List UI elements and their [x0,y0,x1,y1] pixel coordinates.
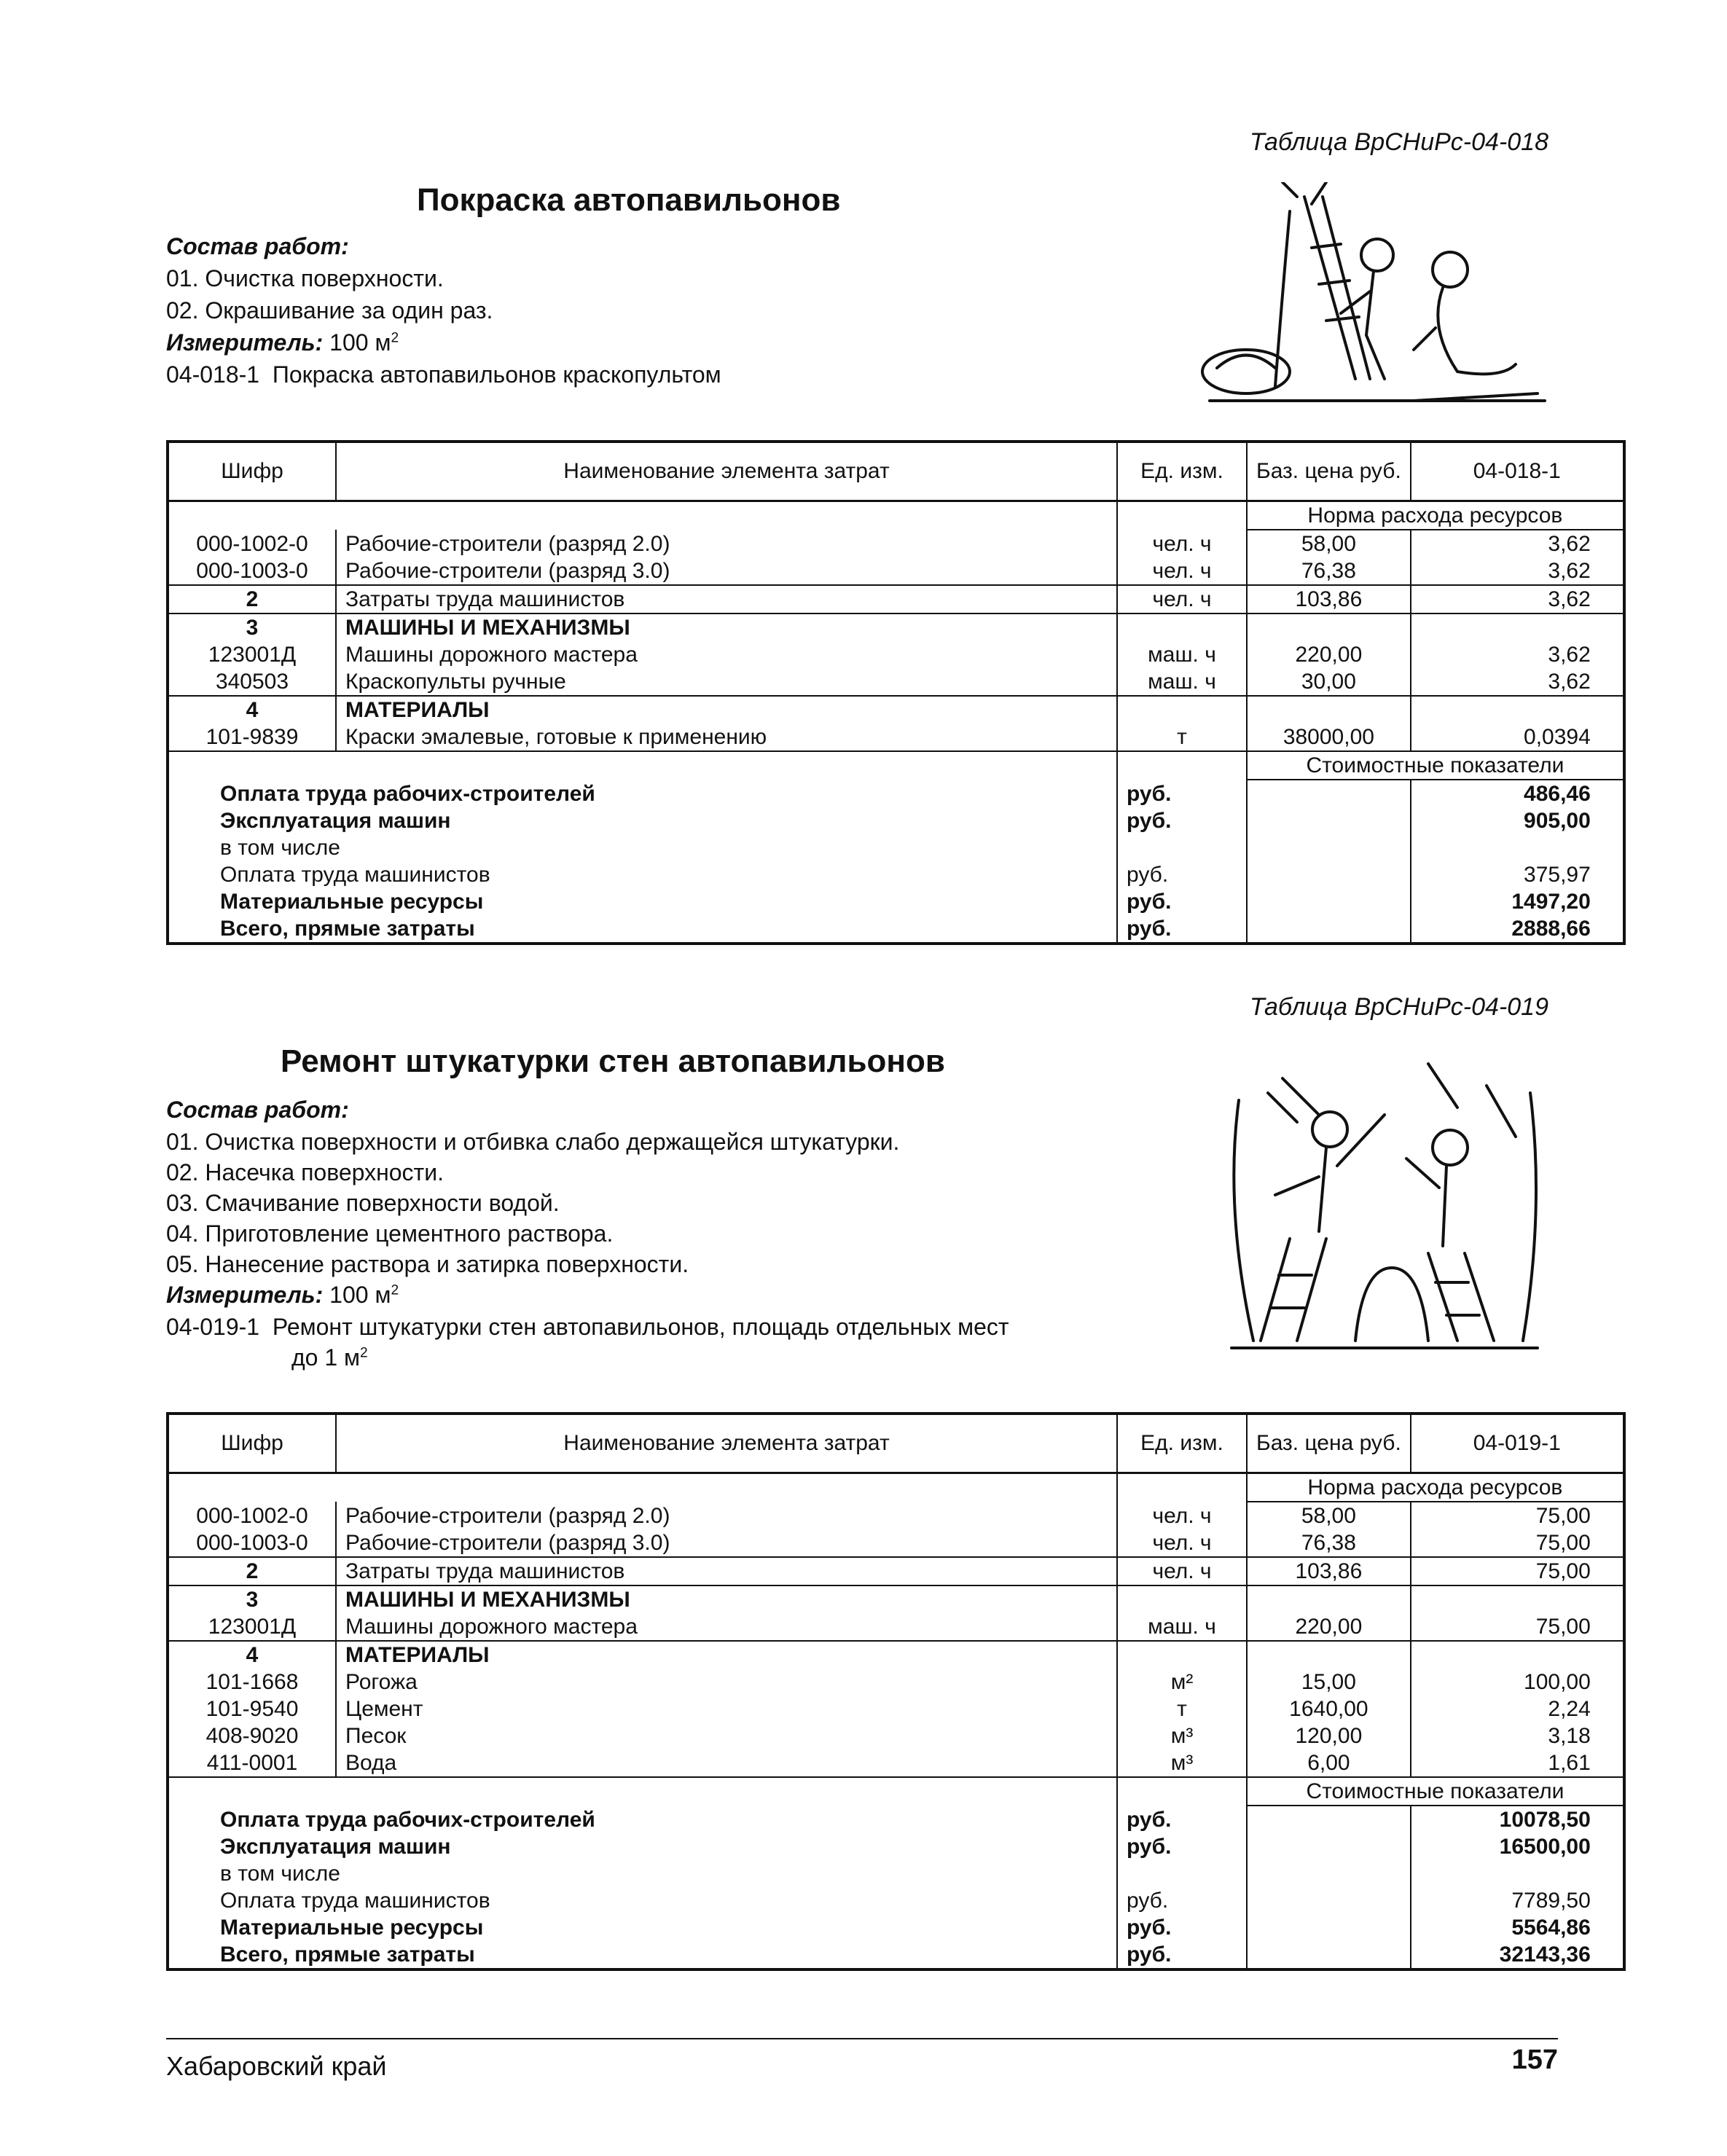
cost-value: 32143,36 [1499,1943,1591,1967]
cost-unit: руб. [1117,861,1247,888]
cost-name: Всего, прямые затраты [168,1941,1117,1969]
row-name: МАТЕРИАЛЫ [336,1641,1117,1669]
cost-unit: руб. [1117,1941,1247,1969]
row-unit: м³ [1117,1749,1247,1777]
cost-name: в том числе [168,834,1117,861]
row-norm: 3,62 [1548,643,1591,667]
table-header-row [168,442,1624,501]
row-unit: м³ [1117,1722,1247,1749]
row-norm: 3,18 [1548,1724,1591,1748]
code-line-2 [166,1314,1009,1341]
row-unit: маш. ч [1117,1613,1247,1641]
cost-value: 905,00 [1524,809,1591,833]
row-norm [1411,1585,1624,1613]
cost-value [1411,1860,1624,1887]
table-row [168,1696,1624,1722]
row-code: 123001Д [168,641,336,668]
table-row [168,1641,1624,1669]
section-title-1: Покраска автопавильонов [417,182,841,218]
row-name: Цемент [336,1696,1117,1722]
row-code: 000-1002-0 [168,530,336,557]
row-code: 123001Д [168,1613,336,1641]
cost-unit: руб. [1117,1887,1247,1914]
table-row [168,641,1624,668]
cost-row [168,1914,1624,1941]
cost-name: Материальные ресурсы [168,888,1117,915]
row-name: Машины дорожного мастера [336,1613,1117,1641]
table-row [168,724,1624,751]
row-unit: маш. ч [1117,641,1247,668]
cost-value: 7789,50 [1511,1889,1591,1913]
table-row [168,1749,1624,1777]
row-name: Рогожа [336,1669,1117,1696]
row-name: Песок [336,1722,1117,1749]
cost-value: 486,46 [1524,782,1591,806]
cost-unit: руб. [1117,1806,1247,1833]
cost-value: 1497,20 [1511,890,1591,914]
cost-row [168,915,1624,944]
row-unit: маш. ч [1117,668,1247,696]
row-price: 103,86 [1247,585,1411,614]
row-norm: 3,62 [1548,670,1591,694]
step-2-5: 05. Нанесение раствора и затирка поверхности. [166,1251,689,1277]
table-header-row [168,1414,1624,1473]
cost-name: Эксплуатация машин [168,807,1117,834]
row-code: 101-9839 [168,724,336,751]
table-row [168,1557,1624,1585]
cost-row [168,807,1624,834]
row-price: 58,00 [1247,1502,1411,1529]
row-norm: 3,62 [1548,532,1591,556]
cost-value: 16500,00 [1499,1835,1591,1859]
row-name: МАШИНЫ И МЕХАНИЗМЫ [336,614,1117,641]
step-1-1: 01. Очистка поверхности. [166,265,444,291]
row-code: 4 [168,1641,336,1669]
row-unit: т [1117,724,1247,751]
cost-name: Оплата труда рабочих-строителей [168,780,1117,807]
row-unit: чел. ч [1117,530,1247,557]
cost-value [1411,834,1624,861]
row-name: МАШИНЫ И МЕХАНИЗМЫ [336,1585,1117,1613]
cost-value: 2888,66 [1511,917,1591,941]
cost-row [168,1806,1624,1833]
measure-line-1: Измеритель: 100 $м^2$ [166,329,399,356]
cost-caption: Стоимостные показатели [1247,1777,1624,1806]
cost-row [168,780,1624,807]
row-code: 2 [168,1557,336,1585]
painting-illustration [1195,182,1559,423]
step-2-2: 02. Насечка поверхности. [166,1159,444,1185]
header-norm: 04-018-1 [1411,442,1624,501]
code-line-1 [166,361,721,388]
table-row [168,557,1624,585]
cost-name: Всего, прямые затраты [168,915,1117,944]
row-unit: чел. ч [1117,1529,1247,1557]
row-price: 15,00 [1247,1669,1411,1696]
row-code: 411-0001 [168,1749,336,1777]
cost-unit: руб. [1117,780,1247,807]
row-unit: м² [1117,1669,1247,1696]
cost-unit: руб. [1117,888,1247,915]
code-line-code: 04-019-1 [166,1314,260,1340]
cost-caption-row [168,1777,1624,1806]
step-1-2: 02. Окрашивание за один раз. [166,297,493,324]
row-name: Рабочие-строители (разряд 2.0) [336,530,1117,557]
cost-caption: Стоимостные показатели [1247,751,1624,780]
cost-value: 375,97 [1524,863,1591,887]
code-line-code: 04-018-1 [166,361,260,388]
row-name: МАТЕРИАЛЫ [336,696,1117,724]
row-price: 1640,00 [1247,1696,1411,1722]
code-line-2-cont: до 1 $м^2$ [291,1344,368,1371]
row-unit: т [1117,1696,1247,1722]
row-norm: 0,0394 [1524,725,1591,749]
cost-table-2 [166,1412,1626,1971]
composition-label-2: Состав работ: [166,1097,349,1123]
cost-row [168,1887,1624,1914]
row-price: 76,38 [1247,557,1411,585]
row-name: Краскопульты ручные [336,668,1117,696]
table-row [168,1669,1624,1696]
row-norm: 75,00 [1535,1531,1591,1555]
row-unit [1117,1641,1247,1669]
cost-name: в том числе [168,1860,1117,1887]
code-line-text: Ремонт штукатурки стен автопавильонов, площадь отдельных мест [272,1314,1009,1340]
norm-caption-row [168,1473,1624,1502]
row-code: 3 [168,1585,336,1613]
row-norm: 1,61 [1548,1751,1591,1775]
cost-row [168,1860,1624,1887]
table-row [168,1585,1624,1613]
cost-name: Оплата труда машинистов [168,1887,1117,1914]
row-norm: 2,24 [1548,1697,1591,1721]
row-price: 76,38 [1247,1529,1411,1557]
header-unit: Ед. изм. [1117,442,1247,501]
table-ref-2: Таблица ВрСНиРс-04-019 [1249,993,1548,1021]
footer-region: Хабаровский край [166,2051,387,2081]
footer-rule [166,2038,1558,2039]
row-norm: 3,62 [1548,559,1591,583]
header-price: Баз. цена руб. [1247,1414,1411,1473]
row-code: 101-1668 [168,1669,336,1696]
cost-table-1 [166,440,1626,945]
measure-value: 100 м [329,1282,391,1308]
header-code: Шифр [168,1414,336,1473]
row-code: 101-9540 [168,1696,336,1722]
measure-line-2: Измеритель: 100 $м^2$ [166,1282,399,1308]
plastering-illustration [1210,1049,1552,1355]
row-price [1247,614,1411,641]
header-price: Баз. цена руб. [1247,442,1411,501]
cost-caption-row [168,751,1624,780]
row-norm: 75,00 [1535,1504,1591,1528]
cost-name: Оплата труда рабочих-строителей [168,1806,1117,1833]
row-price: 120,00 [1247,1722,1411,1749]
row-code: 3 [168,614,336,641]
row-unit [1117,1585,1247,1613]
row-price: 103,86 [1247,1557,1411,1585]
cost-unit [1117,1860,1247,1887]
cost-unit: руб. [1117,1833,1247,1860]
cost-row [168,861,1624,888]
measure-label: Измеритель: [166,329,324,356]
norm-caption: Норма расхода ресурсов [1247,1473,1624,1502]
measure-value: 100 м [329,329,391,356]
row-name: Рабочие-строители (разряд 3.0) [336,557,1117,585]
step-2-3: 03. Смачивание поверхности водой. [166,1190,560,1216]
code-line-text2: до 1 м [291,1344,361,1371]
table-row [168,614,1624,641]
norm-caption-row [168,501,1624,530]
header-code: Шифр [168,442,336,501]
row-name: Машины дорожного мастера [336,641,1117,668]
cost-row [168,888,1624,915]
row-name: Вода [336,1749,1117,1777]
row-code: 2 [168,585,336,614]
section-title-2: Ремонт штукатурки стен автопавильонов [281,1043,945,1079]
row-unit: чел. ч [1117,557,1247,585]
table-row [168,668,1624,696]
row-name: Рабочие-строители (разряд 3.0) [336,1529,1117,1557]
row-price [1247,1641,1411,1669]
row-price [1247,696,1411,724]
table-row [168,1529,1624,1557]
row-price: 30,00 [1247,668,1411,696]
row-code: 000-1003-0 [168,557,336,585]
table-row [168,1722,1624,1749]
table-row [168,530,1624,557]
row-code: 000-1002-0 [168,1502,336,1529]
row-name: Краски эмалевые, готовые к применению [336,724,1117,751]
row-norm [1411,614,1624,641]
row-norm [1411,1641,1624,1669]
cost-row [168,834,1624,861]
cost-row [168,1941,1624,1969]
row-price: 220,00 [1247,1613,1411,1641]
row-code: 408-9020 [168,1722,336,1749]
row-norm: 3,62 [1411,585,1624,614]
row-price: 6,00 [1247,1749,1411,1777]
row-price: 58,00 [1247,530,1411,557]
row-name: Затраты труда машинистов [336,1557,1117,1585]
row-unit: чел. ч [1117,1502,1247,1529]
row-price: 220,00 [1247,641,1411,668]
cost-unit: руб. [1117,915,1247,944]
norm-caption: Норма расхода ресурсов [1247,501,1624,530]
header-unit: Ед. изм. [1117,1414,1247,1473]
cost-unit: руб. [1117,807,1247,834]
cost-name: Эксплуатация машин [168,1833,1117,1860]
row-norm: 100,00 [1524,1670,1591,1694]
cost-row [168,1833,1624,1860]
table-row [168,585,1624,614]
row-unit: чел. ч [1117,585,1247,614]
row-norm [1411,696,1624,724]
table-ref-1: Таблица ВрСНиРс-04-018 [1249,128,1548,156]
code-line-text: Покраска автопавильонов краскопультом [272,361,721,388]
row-name: Рабочие-строители (разряд 2.0) [336,1502,1117,1529]
composition-label-1: Состав работ: [166,233,349,259]
table-row [168,1613,1624,1641]
measure-label: Измеритель: [166,1282,324,1308]
cost-name: Материальные ресурсы [168,1914,1117,1941]
cost-name: Оплата труда машинистов [168,861,1117,888]
row-name: Затраты труда машинистов [336,585,1117,614]
cost-value: 5564,86 [1511,1916,1591,1940]
header-name: Наименование элемента затрат [336,1414,1117,1473]
row-code: 000-1003-0 [168,1529,336,1557]
row-price [1247,1585,1411,1613]
row-norm: 75,00 [1411,1557,1624,1585]
table-row [168,1502,1624,1529]
step-2-1: 01. Очистка поверхности и отбивка слабо держащейся штукатурки. [166,1129,900,1155]
table-row [168,696,1624,724]
row-code: 340503 [168,668,336,696]
header-name: Наименование элемента затрат [336,442,1117,501]
row-unit [1117,614,1247,641]
header-norm: 04-019-1 [1411,1414,1624,1473]
row-norm: 75,00 [1535,1615,1591,1639]
cost-unit: руб. [1117,1914,1247,1941]
page-number: 157 [1511,2045,1558,2075]
row-price: 38000,00 [1247,724,1411,751]
row-unit: чел. ч [1117,1557,1247,1585]
cost-unit [1117,834,1247,861]
row-code: 4 [168,696,336,724]
cost-value: 10078,50 [1499,1808,1591,1832]
row-unit [1117,696,1247,724]
step-2-4: 04. Приготовление цементного раствора. [166,1220,614,1247]
